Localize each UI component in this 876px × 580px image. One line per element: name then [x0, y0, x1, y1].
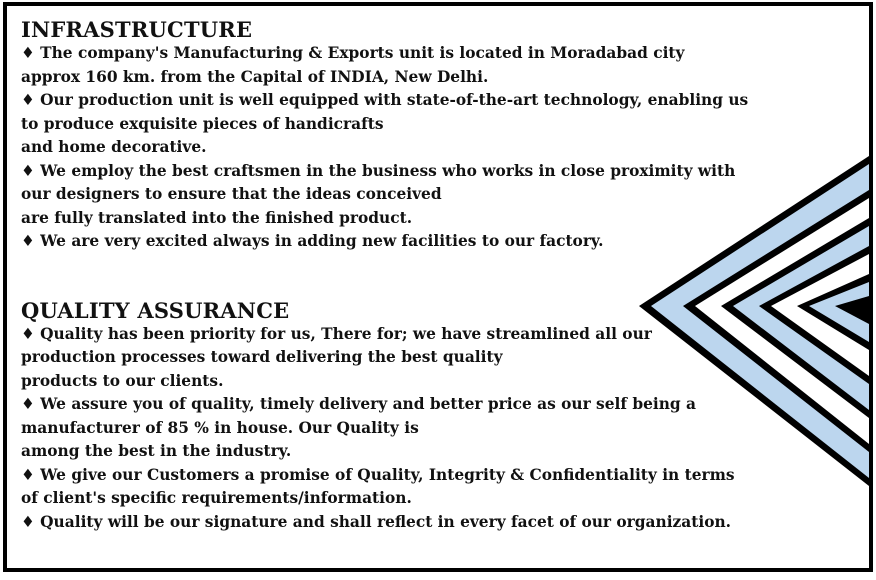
text-line: ♦ Quality will be our signature and shall reflect in every facet of our organization.: [21, 512, 732, 531]
text-line: ♦ We give our Customers a promise of Quality, Integrity & Confidentiality in terms: [21, 465, 735, 484]
paragraph: [21, 42, 781, 89]
text-line: of client's specific requirements/information.: [21, 489, 412, 507]
paragraph: [21, 230, 781, 254]
text-line: ♦ Quality has been priority for us, There for; we have streamlined all our: [21, 324, 652, 343]
text-line: ♦ The company's Manufacturing & Exports unit is located in Moradabad city: [21, 44, 685, 62]
paragraph: [21, 323, 781, 394]
text-line: among the best in the industry.: [21, 442, 292, 460]
section-title-infrastructure: INFRASTRUCTURE: [21, 17, 253, 42]
quality-assurance-section: [21, 299, 781, 535]
section-spacer: [21, 254, 781, 299]
infrastructure-section: [21, 18, 781, 254]
text-line: our designers to ensure that the ideas conceived: [21, 185, 442, 203]
text-line: ♦ Our production unit is well equipped with state-of-the-art technology, enabling us: [21, 91, 749, 109]
paragraph: [21, 160, 781, 231]
text-line: and home decorative.: [21, 138, 207, 156]
text-line: to produce exquisite pieces of handicrafts: [21, 114, 384, 133]
text-line: approx 160 km. from the Capital of INDIA, New Delhi.: [21, 67, 489, 86]
paragraph: [21, 464, 781, 511]
paragraph: [21, 89, 781, 160]
text-line: manufacturer of 85 % in house. Our Quality is: [21, 418, 419, 437]
text-line: products to our clients.: [21, 371, 224, 390]
paragraph: [21, 511, 781, 535]
text-line: ♦ We employ the best craftsmen in the business who works in close proximity with: [21, 161, 736, 180]
section-title-quality-assurance: QUALITY ASSURANCE: [21, 297, 290, 323]
text-line: production processes toward delivering the best quality: [21, 348, 503, 366]
text-line: ♦ We are very excited always in adding new facilities to our factory.: [21, 232, 604, 250]
content-frame: [3, 2, 873, 572]
document-body: [21, 18, 781, 534]
text-line: ♦ We assure you of quality, timely delivery and better price as our self being a: [21, 395, 696, 413]
text-line: are fully translated into the finished product.: [21, 208, 413, 227]
paragraph: [21, 393, 781, 464]
